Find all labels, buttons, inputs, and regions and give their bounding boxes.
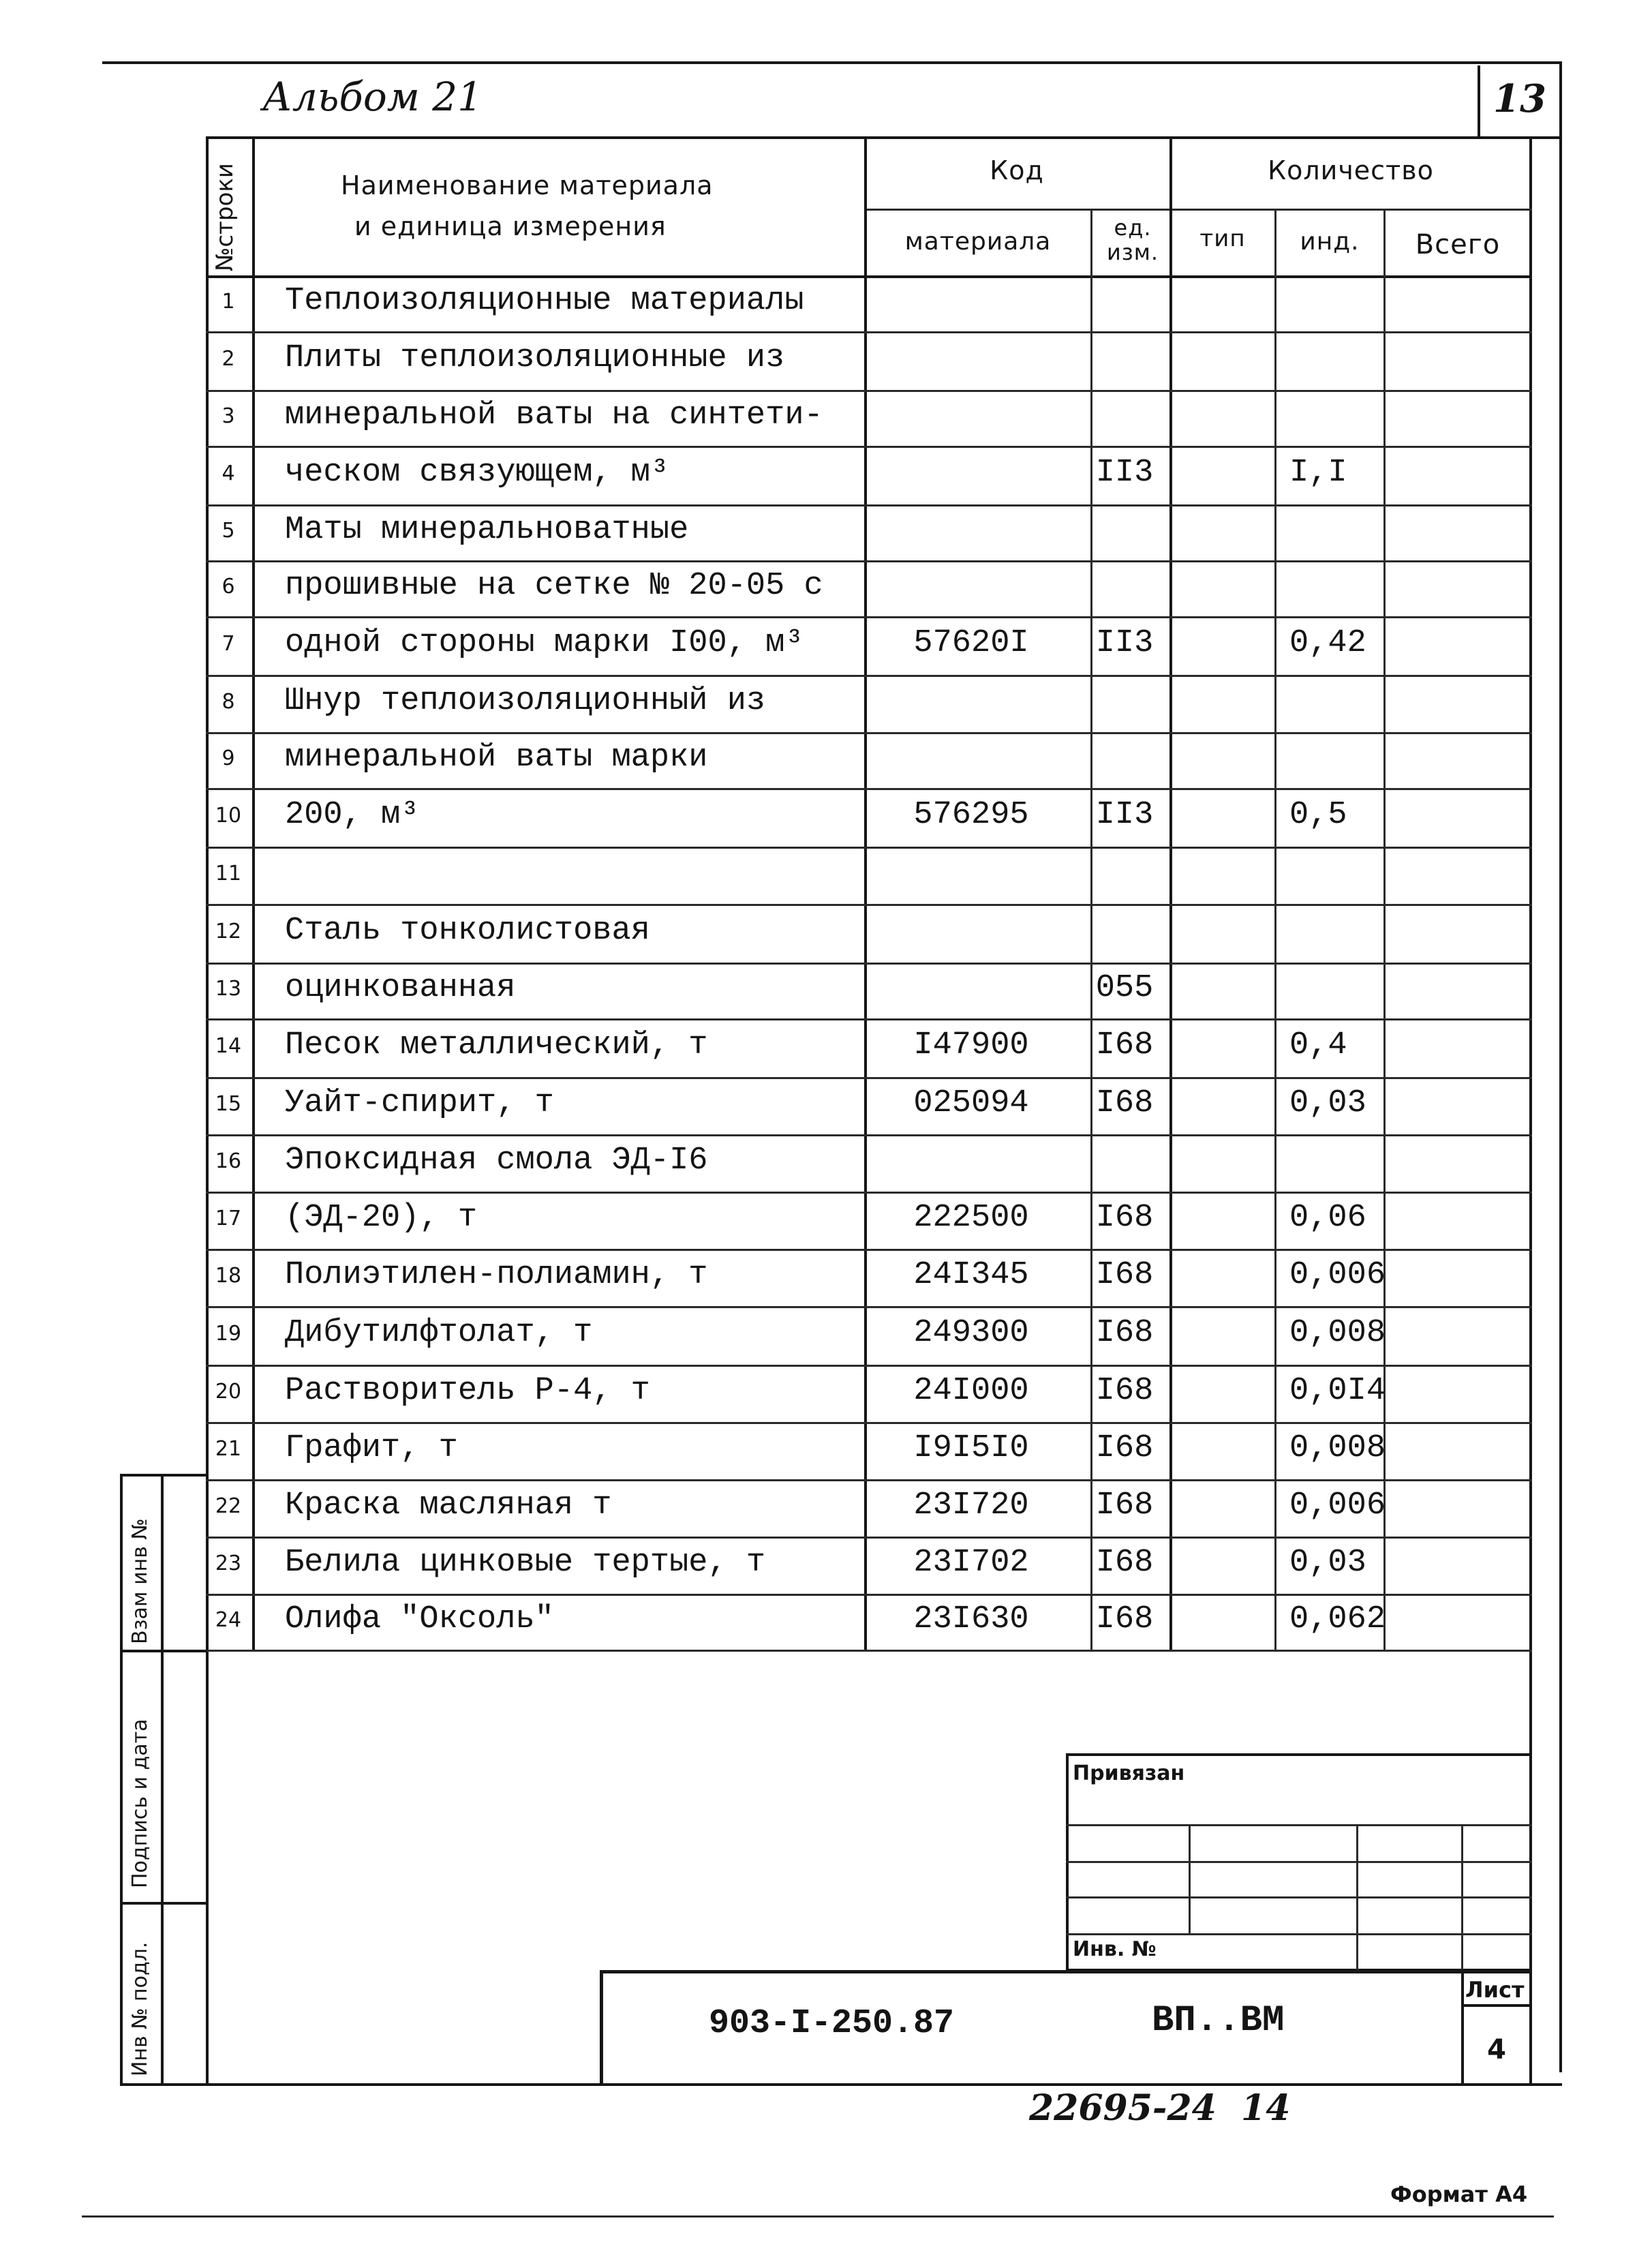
list-box-left-line — [1461, 1970, 1464, 2085]
quantity-ind: 0,008 — [1289, 1315, 1386, 1351]
side-label-inv-podl: Инв № подл. — [128, 1941, 152, 2076]
quantity-ind: 0,062 — [1289, 1601, 1386, 1637]
unit-code: I68 — [1095, 1487, 1154, 1524]
format-label: Формат А4 — [1390, 2181, 1528, 2207]
list-number: 4 — [1487, 2034, 1506, 2065]
material-code: 249300 — [913, 1315, 1029, 1351]
unit-code: I68 — [1095, 1085, 1154, 1121]
material-name: Сталь тонколистовая — [285, 913, 650, 949]
row-number: 10 — [215, 804, 242, 828]
table-row-line — [206, 904, 1532, 906]
unit-code: I68 — [1095, 1373, 1154, 1409]
table-row-line — [206, 1192, 1532, 1194]
doc-mark: ВП..ВМ — [1152, 2000, 1285, 2042]
header-code: Код — [990, 155, 1044, 185]
material-name: Теплоизоляционные материалы — [285, 283, 804, 319]
row-number: 11 — [215, 862, 242, 886]
table-row-line — [206, 788, 1532, 790]
row-number: 5 — [221, 519, 235, 543]
unit-code: II3 — [1095, 797, 1154, 833]
material-name: одной стороны марки I00, м³ — [285, 625, 804, 661]
table-row-line — [206, 331, 1532, 333]
material-code: 24I345 — [913, 1257, 1029, 1293]
table-row-line — [206, 1249, 1532, 1251]
quantity-ind: 0,006 — [1289, 1257, 1386, 1293]
material-name: (ЭД-20), т — [285, 1200, 478, 1236]
table-row-line — [206, 963, 1532, 965]
material-name: Дибутилфтолат, т — [285, 1315, 593, 1351]
side-box-left-line — [120, 1474, 123, 2086]
album-label: Альбом 21 — [262, 74, 483, 120]
side-box-div1 — [120, 1650, 207, 1652]
material-code: 222500 — [913, 1200, 1029, 1236]
row-number: 16 — [215, 1149, 242, 1173]
list-label: Лист — [1465, 1977, 1525, 2003]
table-row-line — [206, 1650, 1532, 1652]
unit-code: II3 — [1095, 625, 1154, 661]
row-number: 2 — [221, 347, 235, 371]
corner-page-number: 13 — [1493, 76, 1546, 121]
material-name: минеральной ваты на синтети- — [285, 397, 823, 434]
table-row-line — [206, 1365, 1532, 1367]
header-row-number-label: №строки — [211, 163, 239, 271]
material-code: I9I5I0 — [913, 1430, 1029, 1466]
material-name: Растворитель Р-4, т — [285, 1373, 650, 1409]
material-code: 576295 — [913, 797, 1029, 833]
material-code: 23I720 — [913, 1487, 1029, 1524]
list-box-mid-line — [1461, 2004, 1532, 2007]
material-name: Краска масляная т — [285, 1487, 612, 1524]
material-name: Маты минеральноватные — [285, 512, 689, 548]
table-row-line — [206, 560, 1532, 562]
side-box-mid-line — [161, 1474, 164, 2086]
material-code: 23I702 — [913, 1545, 1029, 1581]
table-top-line — [206, 136, 1532, 139]
privyazan-label: Привязан — [1073, 1761, 1185, 1785]
quantity-ind: 0,06 — [1289, 1200, 1366, 1236]
row-number: 15 — [215, 1092, 242, 1116]
material-code: 23I630 — [913, 1601, 1029, 1637]
header-code-material: материала — [904, 228, 1052, 256]
header-code-unit: ед. изм. — [1106, 215, 1159, 265]
row-number: 19 — [215, 1322, 242, 1346]
material-name: ческом связующем, м³ — [285, 455, 670, 491]
unit-code: I68 — [1095, 1545, 1154, 1581]
material-name: оцинкованная — [285, 970, 516, 1006]
row-number: 3 — [221, 404, 235, 428]
material-name: Олифа "Оксоль" — [285, 1601, 554, 1637]
table-row-line — [206, 616, 1532, 618]
row-number: 1 — [221, 290, 235, 314]
material-name: Шнур теплоизоляционный из — [285, 683, 766, 719]
quantity-ind: 0,5 — [1289, 797, 1347, 833]
header-qty-ind: инд. — [1300, 228, 1360, 256]
table-row-line — [206, 1077, 1532, 1079]
header-quantity: Количество — [1268, 155, 1434, 185]
row-number: 8 — [221, 690, 235, 714]
unit-code: 055 — [1095, 970, 1154, 1006]
side-box-top-line — [120, 1474, 207, 1477]
footer-line — [82, 2215, 1554, 2218]
privyazan-vline2 — [1356, 1824, 1358, 1971]
header-name-line1: Наименование материала — [341, 170, 714, 200]
header-mid-line — [864, 209, 1532, 211]
table-row-line — [206, 675, 1532, 677]
row-number: 24 — [215, 1608, 242, 1632]
table-row-line — [206, 1594, 1532, 1596]
unit-code: I68 — [1095, 1200, 1154, 1236]
quantity-ind: 0,006 — [1289, 1487, 1386, 1524]
material-code: I47900 — [913, 1027, 1029, 1063]
quantity-ind: 0,008 — [1289, 1430, 1386, 1466]
material-name: Полиэтилен-полиамин, т — [285, 1257, 708, 1293]
table-row-line — [206, 1306, 1532, 1308]
table-row-line — [206, 847, 1532, 849]
unit-code: I68 — [1095, 1601, 1154, 1637]
table-row-line — [206, 1018, 1532, 1020]
row-number: 7 — [221, 632, 235, 656]
quantity-ind: 0,0I4 — [1289, 1373, 1386, 1409]
material-code: 57620I — [913, 625, 1029, 661]
side-label-podpis-data: Подпись и дата — [128, 1719, 152, 1888]
header-name-line2: и единица измерения — [354, 211, 667, 241]
material-code: 025094 — [913, 1085, 1029, 1121]
privyazan-vline1 — [1189, 1824, 1191, 1933]
table-row-line — [206, 1422, 1532, 1424]
row-number: 21 — [215, 1437, 242, 1461]
row-number: 22 — [215, 1494, 242, 1518]
material-name: Уайт-спирит, т — [285, 1085, 554, 1121]
table-row-line — [206, 504, 1532, 506]
handwritten-number: 22695-24 14 — [1029, 2087, 1291, 2129]
table-row-line — [206, 1537, 1532, 1539]
material-name: Графит, т — [285, 1430, 458, 1466]
header-qty-type: тип — [1199, 225, 1246, 252]
top-border-line — [102, 61, 1562, 64]
material-name: Песок металлический, т — [285, 1027, 708, 1063]
side-box-div2 — [120, 1902, 207, 1905]
side-label-vzam-inv: Взам инв № — [128, 1518, 152, 1644]
unit-code: I68 — [1095, 1257, 1154, 1293]
quantity-ind: 0,03 — [1289, 1085, 1366, 1121]
quantity-ind: I,I — [1289, 455, 1347, 491]
table-row-line — [206, 1134, 1532, 1136]
table-row-line — [206, 732, 1532, 734]
privyazan-vline3 — [1461, 1824, 1463, 1971]
row-number: 20 — [215, 1380, 242, 1404]
doc-code: 903-I-250.87 — [709, 2004, 955, 2043]
row-number: 6 — [221, 575, 235, 599]
right-frame-line — [1559, 61, 1562, 2072]
row-number: 13 — [215, 977, 242, 1001]
row-number: 9 — [221, 746, 235, 770]
material-name: Плиты теплоизоляционные из — [285, 340, 785, 376]
material-name: Белила цинковые тертые, т — [285, 1545, 766, 1581]
header-qty-total: Всего — [1415, 229, 1501, 260]
material-name: 200, м³ — [285, 797, 420, 833]
unit-code: I68 — [1095, 1315, 1154, 1351]
table-row-line — [206, 446, 1532, 448]
row-number: 17 — [215, 1207, 242, 1230]
material-code: 24I000 — [913, 1373, 1029, 1409]
unit-code: II3 — [1095, 455, 1154, 491]
inv-no-label: Инв. № — [1073, 1937, 1157, 1961]
material-name: минеральной ваты марки — [285, 740, 708, 776]
header-bottom-line — [206, 275, 1532, 278]
quantity-ind: 0,03 — [1289, 1545, 1366, 1581]
unit-code: I68 — [1095, 1027, 1154, 1063]
table-row-line — [206, 390, 1532, 392]
material-name: Эпоксидная смола ЭД-I6 — [285, 1142, 708, 1179]
row-number: 4 — [221, 461, 235, 485]
quantity-ind: 0,4 — [1289, 1027, 1347, 1063]
row-number: 12 — [215, 920, 242, 943]
table-row-line — [206, 1479, 1532, 1481]
row-number: 14 — [215, 1034, 242, 1058]
quantity-ind: 0,42 — [1289, 625, 1366, 661]
row-number: 23 — [215, 1552, 242, 1575]
unit-code: I68 — [1095, 1430, 1154, 1466]
row-number: 18 — [215, 1264, 242, 1288]
material-name: прошивные на сетке № 20-05 с — [285, 568, 823, 604]
